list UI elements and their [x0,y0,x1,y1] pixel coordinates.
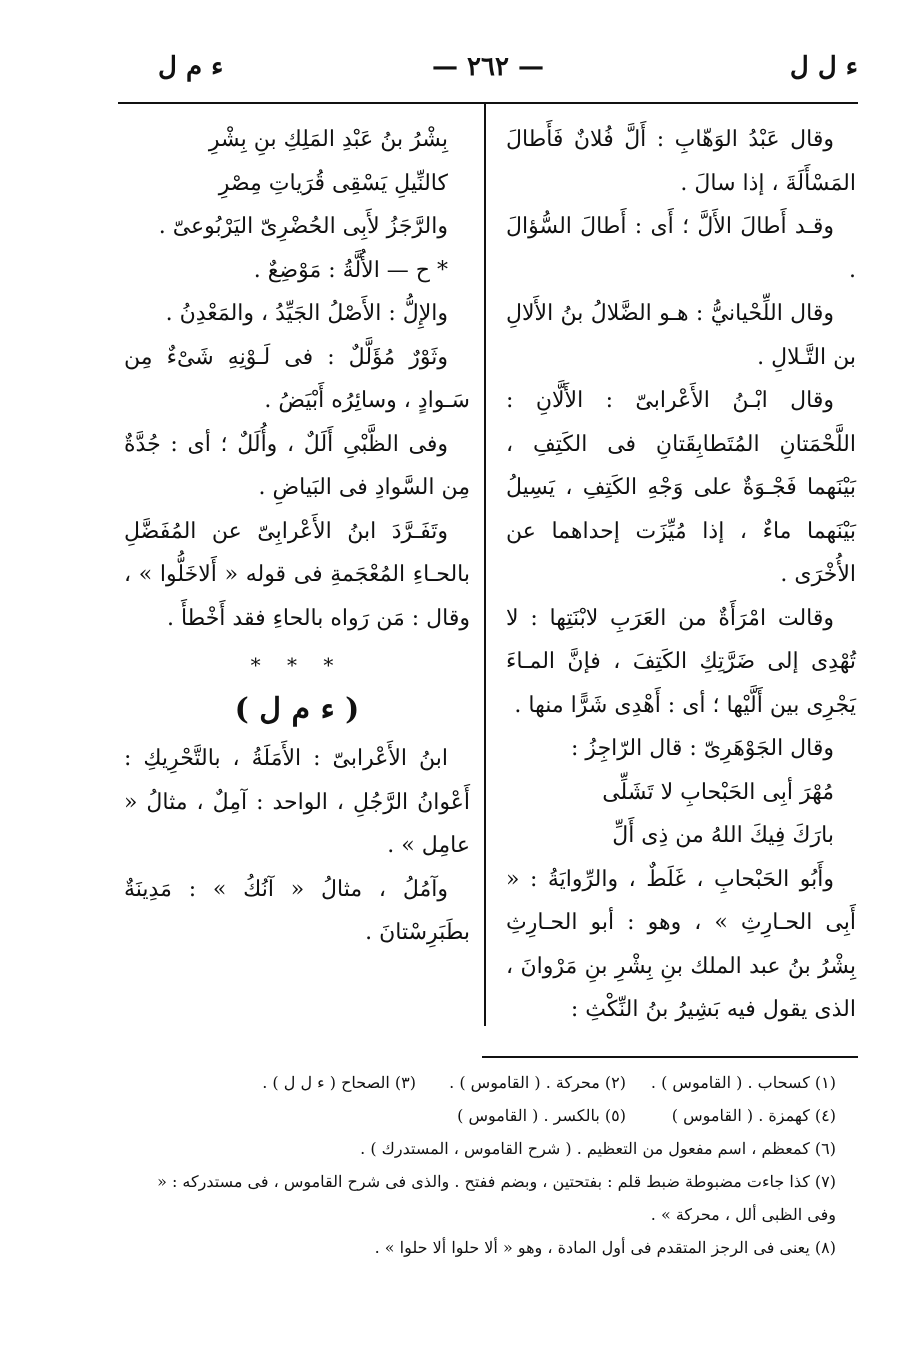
footnote-5: (٥) بالكسر . ( القاموس ) [457,1106,626,1125]
entry-paragraph: وآمُلُ ، مثالُ « آنُكُ » : مَدِينَةٌ بطَبَرِسْتانَ . [124,876,470,945]
entry-paragraph: وقال ابْـنُ الأَعْرابىّ : الأَلَّانِ : اللَّحْمَتانِ المُتَطابِقَتانِ فى الكَتِفِ ، بَيْنَهما فَجْـوَةٌ على وَجْهِ الكَتِفِ ، يَسِيلُ بَيْنَهما ماءٌ ، إذا مُيِّزَت إحداهما عن الأُخْرَى . [506,388,856,587]
entry-paragraph: وقالت امْرَأَةٌ من العَرَبِ لابْنَتِها : لا تُهْدِى إلى ضَرَّتِكِ الكَتِفَ ، فإنَّ المـاءَ يَجْرِى بين أَلَّيْها ؛ أى : أَهْدِى شَرًّا منها . [506,605,856,718]
footnote-row [130,1099,836,1132]
right-column [506,118,856,1032]
entry-paragraph: والرَّجَزُ لأَبِى الحُضْرِىّ اليَرْبُوعىّ . [158,214,448,239]
footnotes [130,1066,836,1264]
entry-paragraph: وقال اللِّحْيانيُّ : هـو الضَّلالُ بنُ الأَلالِ بن التَّـلالِ . [506,301,856,370]
column-divider [484,104,486,1026]
section-heading: ( ء م ل ) [234,691,360,727]
footnote-4: (٤) كهمزة . ( القاموس ) [671,1106,836,1125]
footnote-7: (٧) كذا جاءت مضبوطة ضبط قلم : بفتحتين ، وبضم ففتح . والذى فى شرح القاموس ، فى مستدركه : « وفى الظبى ألل ، محركة » . [157,1172,836,1224]
footnote-2: (٢) محركة . ( القاموس ) . [449,1073,626,1092]
entry-paragraph: وثَوْرٌ مُؤَلَّلٌ : فى لَـوْنِهِ شَىْءٌ مِن سَـوادٍ ، وسائِرُه أَبْيَضُ . [124,344,470,413]
footnote-row [130,1066,836,1099]
verse-line: بِشْرُ بنُ عَبْدِ المَلِكِ بنِ بِشْرِ [208,127,448,152]
entry-paragraph: وقال عَبْدُ الوَهّابِ : أَلَّ فُلانٌ فَأَطالَ المَسْأَلَةَ ، إذا سالَ . [506,127,856,196]
entry-paragraph: وتَفَـرَّدَ ابنُ الأَعْرابِىّ عن المُفَضَّلِ بالحـاءِ المُعْجَمةِ فى قوله « أَلاخَلُّوا » ، وقال : مَن رَواه بالحاءِ فقد أَخْطأَ . [124,518,470,631]
verse-line: بارَكَ فِيكَ اللهُ من ذِى أَلِّ [612,823,834,848]
header-root-left: ء م ل [158,52,224,82]
footnote-6: (٦) كمعظم ، اسم مفعول من التعظيم . ( شرح القاموس ، المستدرك ) . [360,1139,836,1158]
section-body [124,737,470,955]
footnote-3: (٣) الصحاح ( ء ل ل ) . [262,1073,416,1092]
footnote-1: (١) كسحاب . ( القاموس ) . [650,1073,836,1092]
verse-line: كالنِّيلِ يَسْقِى قُرَياتِ مِصْرِ [218,170,448,196]
entry-paragraph: وقـد أَطالَ الأَلَّ ؛ أَى : أَطالَ السُّؤالَ . [506,214,856,283]
entry-paragraph: ابنُ الأَعْرابىّ : الأَمَلَةُ ، بالتَّحْرِيكِ : أَعْوانُ الرَّجُلِ ، الواحد : آمِلٌ ، مثالُ « عامِل » . [124,746,470,858]
left-column [124,118,470,955]
section-separator: * * * [250,653,344,677]
page-header [118,52,858,98]
page-number: — ٢٦٢ — [431,52,545,82]
left-column-entries [124,118,470,640]
entry-paragraph: * ح — الأُلَّةُ : مَوْضِعٌ . [253,257,448,283]
header-rule [118,102,858,104]
entry-paragraph: وقال الجَوْهَرِىّ : قال الرّاجِزُ : [571,736,834,761]
entry-paragraph: وأَبُو الحَبْحابِ ، غَلَطٌ ، والرِّوايَةُ : « أَبِى الحـارِثِ » ، وهو : أبو الحـارِثِ بِشْرُ بنُ عبد الملك بنِ بِشْرِ بنِ مَرْوانَ ، الذى يقول فيه بَشِيرُ بنُ النِّكْثِ : [506,866,856,1022]
footnote-rule [482,1056,858,1058]
verse-line: مُهْرَ أبِى الحَبْحابِ لا تَشَلِّى [602,779,834,805]
footnote-8: (٨) يعنى فى الرجز المتقدم فى أول المادة ، وهو « ألا حلوا ألا حلوا » . [374,1238,836,1257]
entry-paragraph: والإِلُّ : الأَصْلُ الجَيِّدُ ، والمَعْدِنُ . [165,301,448,326]
header-root-right: ء ل ل [789,52,858,82]
entry-paragraph: وفى الظَّبْىِ أَلَلٌ ، وأُلَلٌ ؛ أى : جُدَّةٌ مِن السَّوادِ فى البَياضِ . [124,431,470,500]
